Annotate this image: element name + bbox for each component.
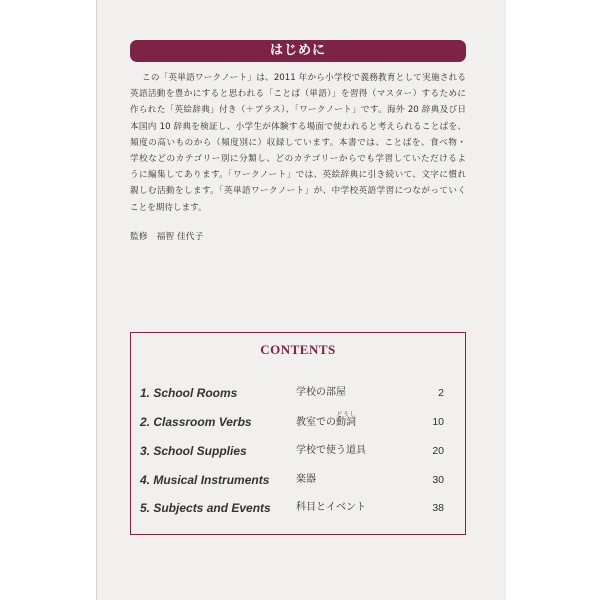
section-title: はじめに xyxy=(269,43,326,58)
intro-line: 本国内 10 辞典を検証し、小学生が体験する場面で使われると考えられることばを、 xyxy=(130,121,466,132)
toc-entry-japanese xyxy=(296,441,366,461)
intro-line: 親しむ活動をします。「英単語ワークノート」が、中学校英語学習につながっていく xyxy=(130,186,466,197)
toc-entry-japanese-text: 学校で使う道具 xyxy=(296,445,366,456)
toc-entry xyxy=(140,383,458,403)
intro-paragraph xyxy=(130,70,466,216)
toc-entry-title: 4. Musical Instruments xyxy=(140,473,270,487)
toc-entry-japanese-text: 学校の部屋 xyxy=(296,387,346,398)
supervisor-name: 福智 佳代子 xyxy=(156,232,204,242)
ruby-reading: どうし xyxy=(336,412,356,418)
toc-entry-japanese xyxy=(296,498,366,518)
toc-entry-page: 30 xyxy=(432,474,444,486)
intro-line: 英語活動を豊かにすると思われる「ことば（単語）」を習得（マスター）するために xyxy=(130,89,466,100)
ruby-word xyxy=(336,412,356,428)
intro-line: この「英単語ワークノート」は、2011 年から小学校で義務教育として実施される xyxy=(142,73,466,83)
toc-entry-page: 20 xyxy=(432,445,444,457)
intro-line: ことを期待します。 xyxy=(130,202,207,213)
toc-entry-japanese xyxy=(296,470,316,490)
toc-entry-page: 38 xyxy=(432,502,444,514)
toc-entry-title: 2. Classroom Verbs xyxy=(140,415,252,429)
toc-entry-japanese-text: 楽器 xyxy=(296,474,316,485)
toc-entry-page: 2 xyxy=(438,387,444,399)
intro-line: 頻度の高いものから（頻度別に）収録しています。本書では、ことばを、食べ物・ xyxy=(130,137,466,148)
supervisor-credit xyxy=(130,229,203,245)
toc-entry-japanese xyxy=(296,412,356,433)
toc-entry-title: 5. Subjects and Events xyxy=(140,501,271,515)
supervisor-label: 監修 xyxy=(130,232,148,242)
toc-entry xyxy=(140,441,458,461)
intro-line: 学校などのカテゴリー別に分類し、どのカテゴリーからでも学習していただけるよ xyxy=(130,153,466,164)
toc-entry-japanese xyxy=(296,383,346,403)
section-header xyxy=(130,40,466,62)
toc-entry-title: 3. School Supplies xyxy=(140,444,247,458)
toc-entry-japanese-text: 科目とイベント xyxy=(296,502,366,513)
toc-entry xyxy=(140,470,458,490)
ruby-base: 動詞 xyxy=(336,417,356,428)
toc-entry xyxy=(140,412,458,432)
toc-entry-page: 10 xyxy=(432,416,444,428)
intro-line: うに編集してあります。「ワークノート」では、英絵辞典に引き続いて、文字に慣れ xyxy=(130,170,466,181)
toc-entry xyxy=(140,498,458,518)
toc-entry-title: 1. School Rooms xyxy=(140,386,238,400)
toc-entry-japanese-text: 教室での xyxy=(296,417,336,428)
table-of-contents xyxy=(130,332,466,535)
intro-line: 作られた「英絵辞典」付き（＋プラス）、「ワークノート」です。海外 20 辞典及び日 xyxy=(130,105,466,116)
contents-title: CONTENTS xyxy=(260,342,336,357)
